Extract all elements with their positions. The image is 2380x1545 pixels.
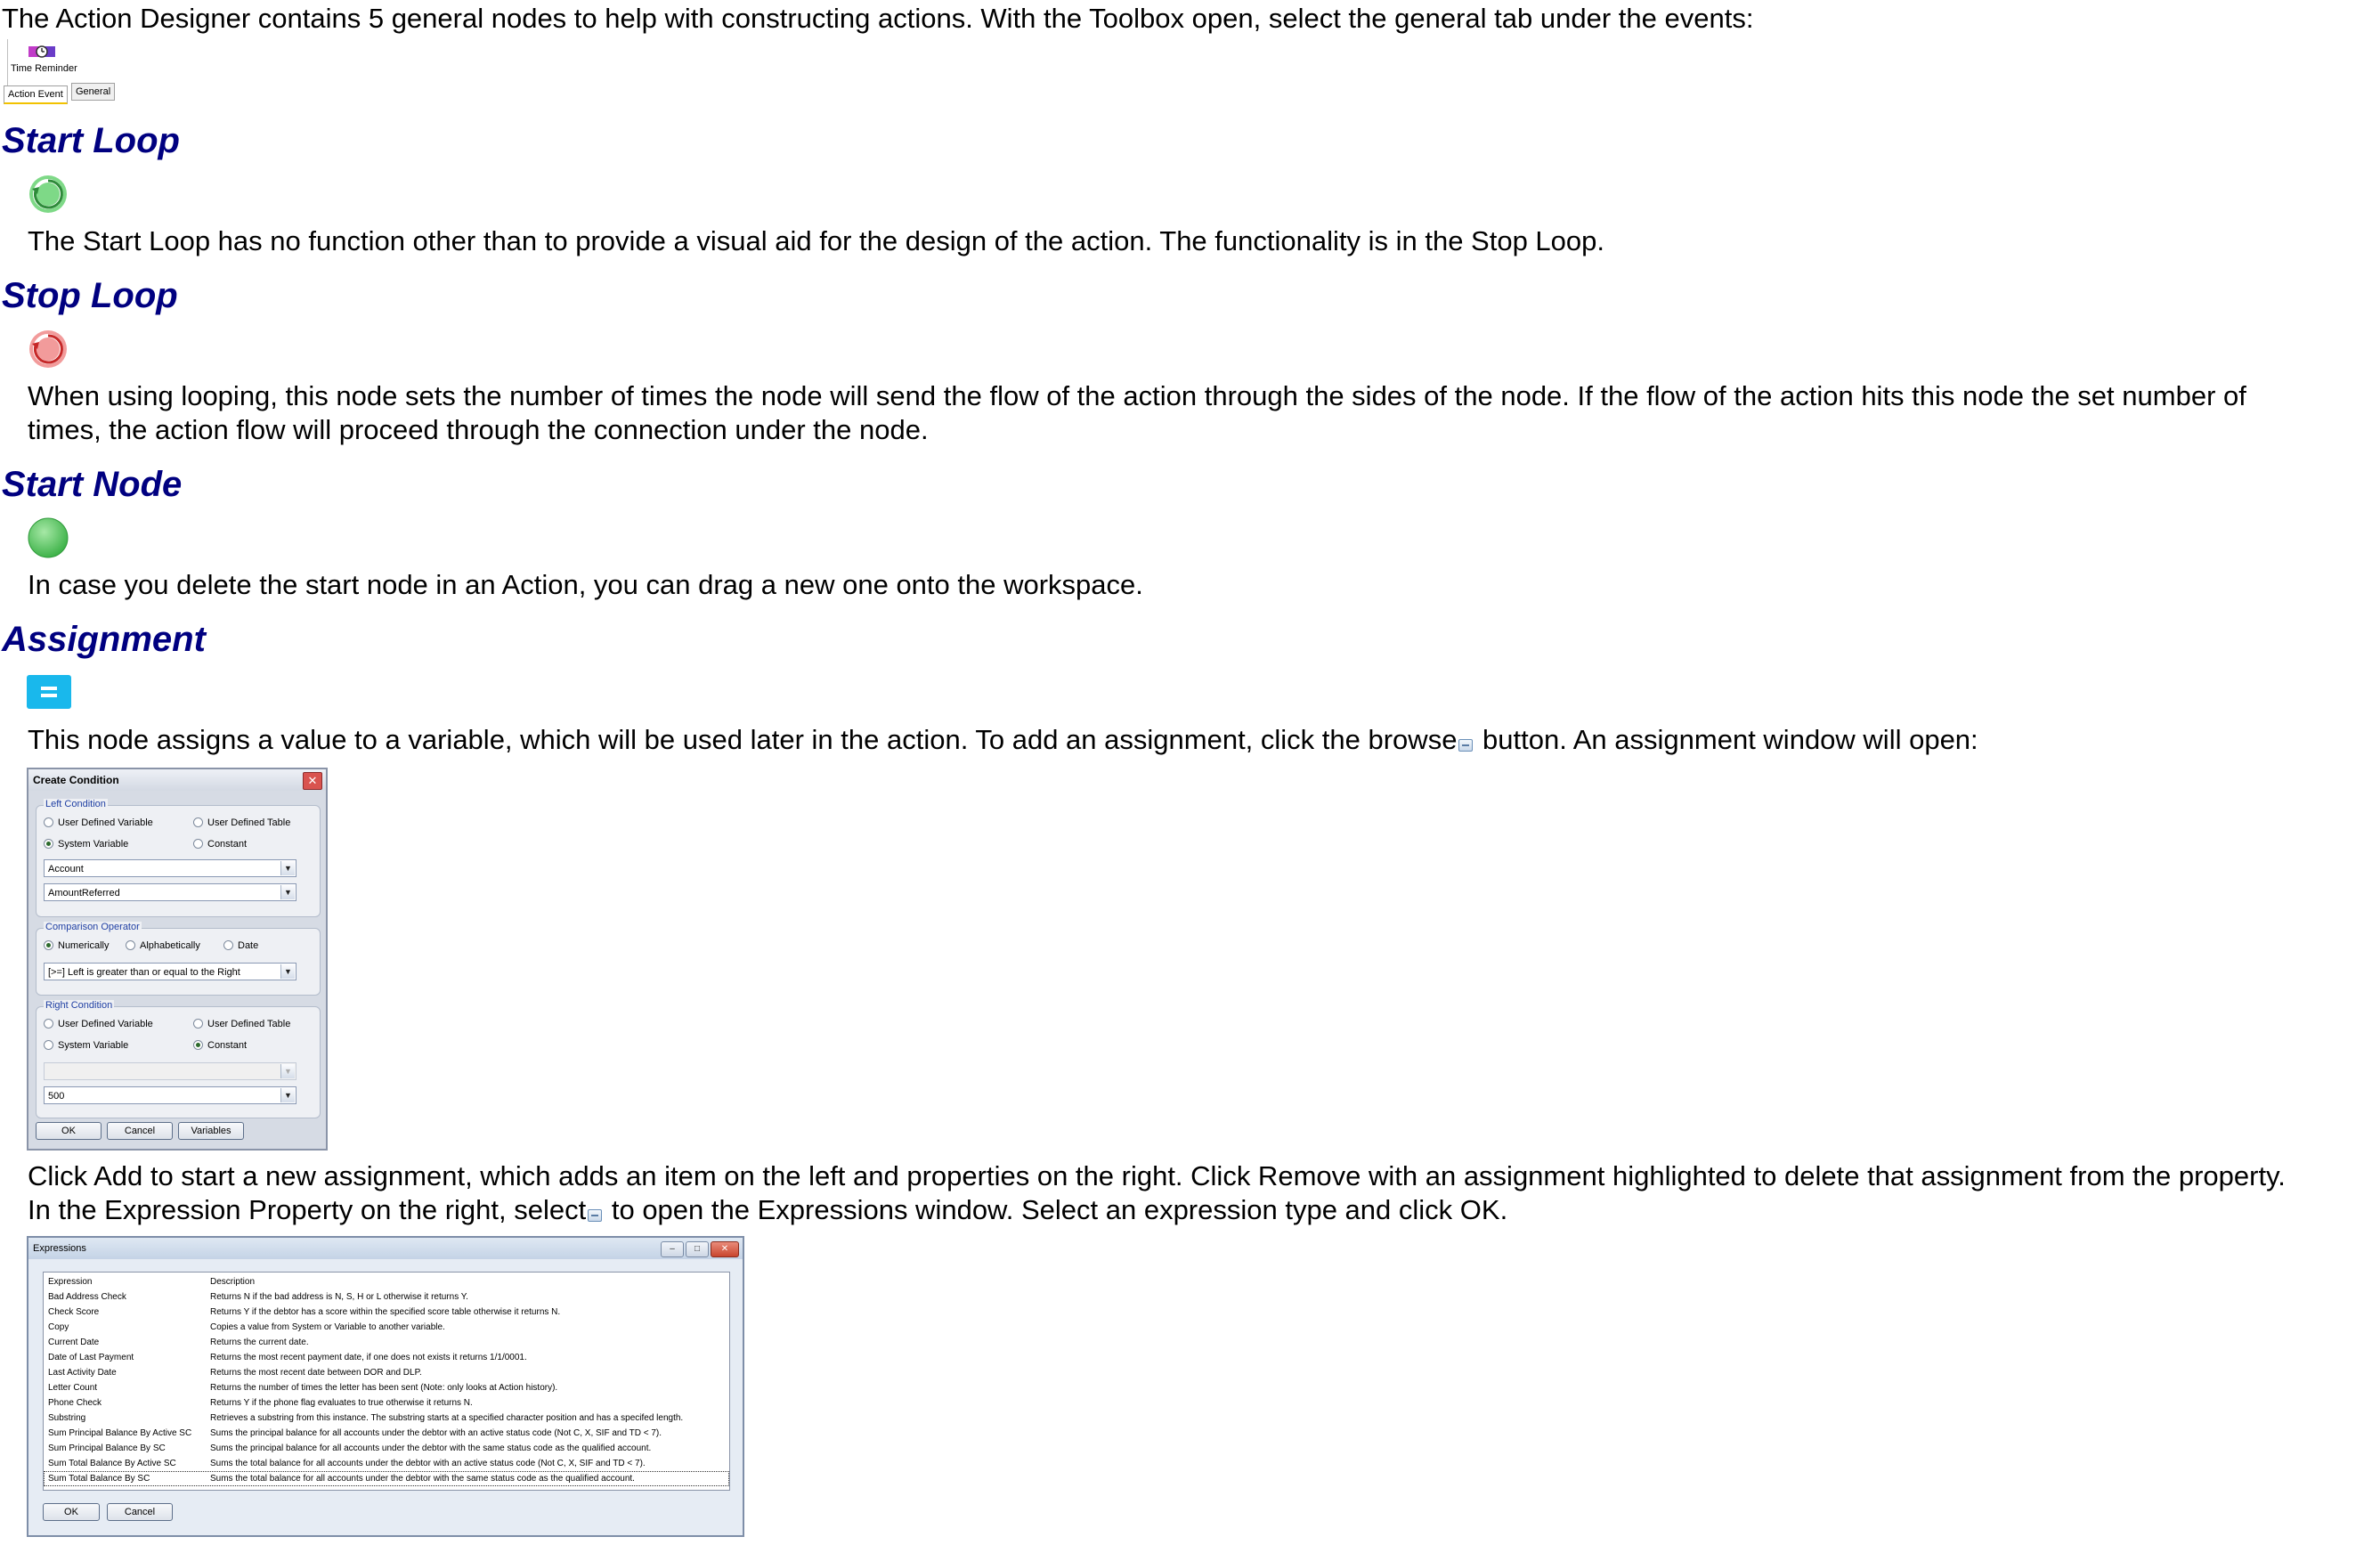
expression-name: Sum Total Balance By SC (48, 1474, 150, 1484)
comparison-operator-label: Comparison Operator (45, 922, 140, 932)
table-row[interactable] (44, 1395, 729, 1411)
right-combo-table (44, 1062, 296, 1080)
right-condition-group (36, 1000, 321, 1118)
table-row[interactable] (44, 1305, 729, 1320)
close-icon[interactable]: ✕ (303, 772, 322, 790)
table-row[interactable] (44, 1335, 729, 1350)
start-node-text: In case you delete the start node in an Action, you can drag a new one onto the workspace. (28, 569, 1143, 600)
right-radio-system-variable[interactable]: System Variable (44, 1039, 128, 1052)
table-row[interactable] (44, 1456, 729, 1471)
expression-name: Substring (48, 1413, 86, 1423)
comparison-operator-group (36, 922, 321, 996)
expression-property-text (28, 1193, 1507, 1227)
right-condition-label: Right Condition (45, 1000, 113, 1011)
table-row[interactable] (44, 1289, 729, 1305)
column-header-expression[interactable]: Expression (48, 1277, 93, 1287)
left-radio-user-defined-variable[interactable]: User Defined Variable (44, 817, 153, 829)
expression-name: Last Activity Date (48, 1368, 117, 1378)
stop-loop-heading: Stop Loop (2, 276, 178, 315)
operator-combo[interactable]: [>=] Left is greater than or equal to the Right ▼ (44, 963, 296, 980)
expression-text-after: to open the Expressions window. Select an expression type and click OK. (604, 1194, 1508, 1225)
expression-description: Copies a value from System or Variable to another variable. (210, 1322, 445, 1332)
expression-description: Returns the number of times the letter has been sent (Note: only looks at Action history). (210, 1383, 558, 1393)
left-radio-user-defined-table[interactable]: User Defined Table (193, 817, 290, 829)
expressions-list (43, 1272, 730, 1491)
cancel-button[interactable]: Cancel (107, 1122, 173, 1140)
expressions-title: Expressions (28, 1238, 743, 1259)
radio-alphabetically[interactable]: Alphabetically (126, 939, 200, 952)
chevron-down-icon[interactable]: ▼ (280, 964, 295, 979)
left-combo-field[interactable]: AmountReferred ▼ (44, 883, 296, 901)
expression-name: Sum Total Balance By Active SC (48, 1459, 176, 1468)
expression-description: Sums the principal balance for all accounts under the debtor with the same status code as the qualified account. (210, 1443, 652, 1453)
left-radio-constant[interactable]: Constant (193, 838, 247, 850)
expression-name: Letter Count (48, 1383, 98, 1393)
right-radio-constant[interactable]: Constant (193, 1039, 247, 1052)
expression-text-before: In the Expression Property on the right, select (28, 1194, 587, 1225)
assignment-text-before: This node assigns a value to a variable, which will be used later in the action. To add an assignment, click the browse (28, 724, 1458, 755)
time-reminder-label: Time Reminder (11, 63, 77, 74)
assignment-text (28, 723, 1978, 757)
start-node-heading: Start Node (2, 465, 183, 504)
expression-description: Returns the most recent date between DOR and DLP. (210, 1368, 422, 1378)
stop-loop-text-line2: times, the action flow will proceed through the connection under the node. (28, 414, 929, 445)
maximize-icon[interactable]: □ (686, 1241, 709, 1257)
toolbox-snippet (2, 39, 132, 103)
table-row[interactable] (44, 1411, 729, 1426)
create-condition-dialog (27, 768, 328, 1151)
dialog-title: Create Condition (28, 769, 326, 791)
chevron-down-icon[interactable]: ▼ (280, 1088, 295, 1102)
list-header (44, 1274, 729, 1289)
expression-description: Sums the total balance for all accounts under the debtor with the same status code as the qualified account. (210, 1474, 635, 1484)
table-row[interactable] (44, 1471, 729, 1486)
left-condition-label: Left Condition (45, 799, 106, 809)
radio-numerically[interactable]: Numerically (44, 939, 109, 952)
start-loop-icon (27, 173, 69, 215)
minimize-icon[interactable]: – (661, 1241, 684, 1257)
table-row[interactable] (44, 1365, 729, 1380)
table-row[interactable] (44, 1380, 729, 1395)
left-radio-system-variable[interactable]: System Variable (44, 838, 128, 850)
expressions-window (27, 1236, 744, 1537)
expression-name: Date of Last Payment (48, 1353, 134, 1362)
start-loop-heading: Start Loop (2, 121, 180, 160)
expression-name: Phone Check (48, 1398, 102, 1408)
stop-loop-text-line1: When using looping, this node sets the number of times the node will send the flow of the action through the sides of the node. If the flow of the action hits this node the set number of (28, 380, 2246, 411)
stop-loop-icon (27, 328, 69, 370)
chevron-down-icon: ▼ (280, 1064, 295, 1078)
right-radio-user-defined-variable[interactable]: User Defined Variable (44, 1018, 153, 1030)
cancel-button[interactable]: Cancel (107, 1503, 173, 1521)
expression-name: Check Score (48, 1307, 100, 1317)
start-node-icon (27, 516, 69, 559)
time-reminder-icon[interactable] (27, 43, 57, 61)
table-row[interactable] (44, 1441, 729, 1456)
right-combo-value[interactable]: 500 ▼ (44, 1086, 296, 1104)
tab-general[interactable]: General (71, 83, 115, 101)
chevron-down-icon[interactable]: ▼ (280, 885, 295, 899)
browse-icon (1458, 739, 1473, 752)
expression-description: Returns Y if the phone flag evaluates to true otherwise it returns N. (210, 1398, 473, 1408)
intro-text: The Action Designer contains 5 general nodes to help with constructing actions. With the Toolbox open, select the general tab under the events: (2, 3, 1754, 34)
left-condition-group (36, 799, 321, 917)
table-row[interactable] (44, 1350, 729, 1365)
expression-description: Returns N if the bad address is N, S, H or L otherwise it returns Y. (210, 1292, 468, 1302)
expression-name: Copy (48, 1322, 69, 1332)
ok-button[interactable]: OK (43, 1503, 100, 1521)
left-combo-table[interactable]: Account ▼ (44, 859, 296, 877)
expression-description: Returns the most recent payment date, if one does not exists it returns 1/1/0001. (210, 1353, 527, 1362)
right-radio-user-defined-table[interactable]: User Defined Table (193, 1018, 290, 1030)
table-row[interactable] (44, 1320, 729, 1335)
column-header-description[interactable]: Description (210, 1277, 256, 1287)
variables-button[interactable]: Variables (178, 1122, 244, 1140)
expression-name: Bad Address Check (48, 1292, 126, 1302)
expression-description: Returns Y if the debtor has a score within the specified score table otherwise it returns N. (210, 1307, 561, 1317)
tab-action-event[interactable]: Action Event (4, 85, 68, 104)
browse-icon (588, 1209, 602, 1222)
assignment-text-after: button. An assignment window will open: (1474, 724, 1978, 755)
close-icon[interactable]: ✕ (711, 1241, 739, 1257)
add-remove-text: Click Add to start a new assignment, which adds an item on the left and properties on the right. Click Remove with an assignment highlighted to delete that assignment from the property. (28, 1160, 2286, 1191)
expression-name: Sum Principal Balance By SC (48, 1443, 166, 1453)
assignment-heading: Assignment (2, 620, 206, 659)
start-loop-text: The Start Loop has no function other than to provide a visual aid for the design of the action. The functionality is in the Stop Loop. (28, 225, 1605, 256)
assignment-icon (27, 675, 71, 709)
expression-description: Returns the current date. (210, 1338, 309, 1347)
expression-description: Sums the principal balance for all accounts under the debtor with an active status code (Not C, X, SIF and TD < 7). (210, 1428, 662, 1438)
expression-name: Sum Principal Balance By Active SC (48, 1428, 192, 1438)
radio-date[interactable]: Date (223, 939, 258, 952)
expression-description: Sums the total balance for all accounts under the debtor with an active status code (Not C, X, SIF and TD < 7). (210, 1459, 646, 1468)
expression-description: Retrieves a substring from this instance. The substring starts at a specified character position and has a specifed length. (210, 1413, 684, 1423)
ok-button[interactable]: OK (36, 1122, 102, 1140)
chevron-down-icon[interactable]: ▼ (280, 861, 295, 875)
expression-name: Current Date (48, 1338, 100, 1347)
table-row[interactable] (44, 1426, 729, 1441)
